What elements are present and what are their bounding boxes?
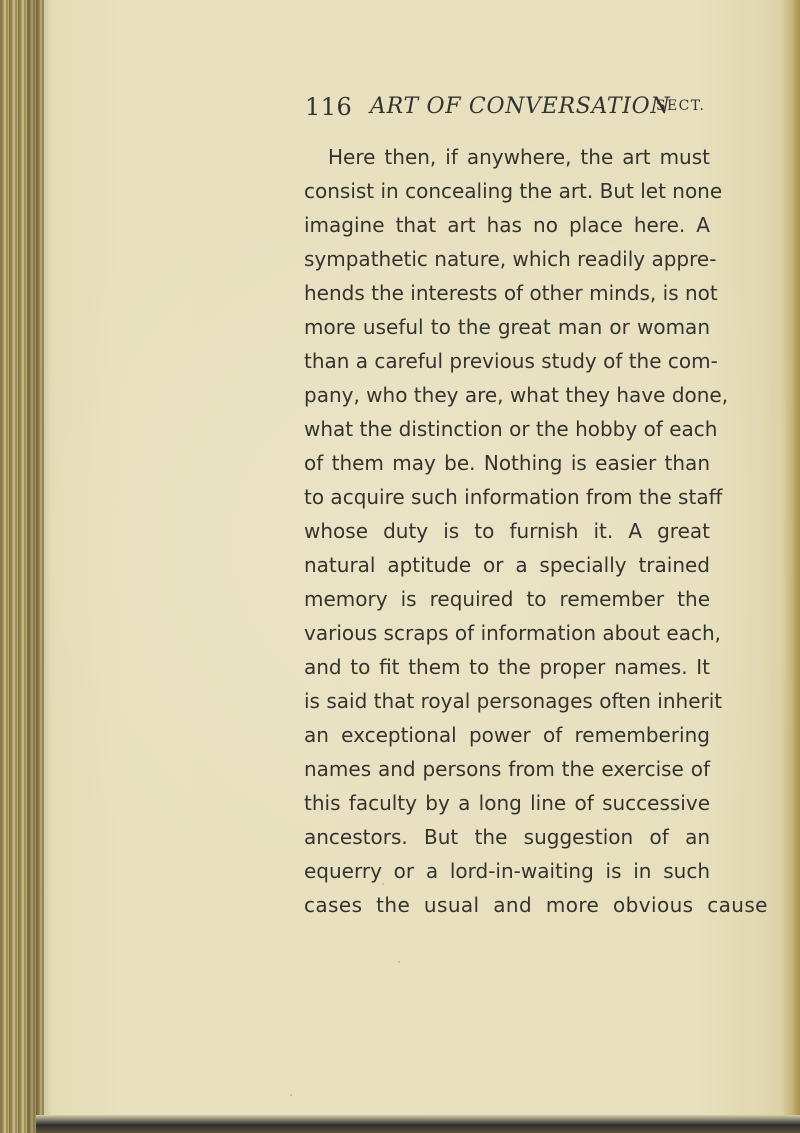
text-line: Here then, if anywhere, the art must [328, 145, 710, 169]
text-line: to acquire such information from the staff [304, 485, 723, 509]
text-line: than a careful previous study of the com- [304, 349, 718, 373]
paper-speck [398, 961, 400, 963]
page-bottom-edge [36, 1115, 800, 1133]
text-line: of them may be. Nothing is easier than [304, 451, 710, 475]
section-label: SECT. [656, 98, 706, 114]
page-header [305, 93, 725, 123]
text-line: what the distinction or the hobby of each [304, 417, 718, 441]
text-line: imagine that art has no place here. A [304, 213, 710, 237]
page-number: 116 [305, 93, 353, 121]
text-line: equerry or a lord-in-waiting is in such [304, 859, 710, 883]
text-line: cases the usual and more obvious cause [304, 893, 768, 917]
text-line: whose duty is to furnish it. A great [304, 519, 710, 543]
text-line: sympathetic nature, which readily appre- [304, 247, 717, 271]
body-text [304, 140, 768, 922]
text-line: an exceptional power of remembering [304, 723, 710, 747]
text-line: names and persons from the exercise of [304, 757, 710, 781]
book-binding-edge [0, 0, 44, 1133]
running-title: ART OF CONVERSATION [370, 94, 671, 119]
text-line: memory is required to remember the [304, 587, 710, 611]
page-right-edge [782, 0, 800, 1133]
text-line: is said that royal personages often inherit [304, 689, 723, 713]
text-line: natural aptitude or a specially trained [304, 553, 710, 577]
text-line: more useful to the great man or woman [304, 315, 710, 339]
text-line: consist in concealing the art. But let none [304, 179, 723, 203]
text-line: pany, who they are, what they have done, [304, 383, 729, 407]
paper-speck [290, 1094, 292, 1096]
text-line: and to fit them to the proper names. It [304, 655, 710, 679]
text-line: hends the interests of other minds, is not [304, 281, 718, 305]
text-line: various scraps of information about each, [304, 621, 722, 645]
text-line: this faculty by a long line of successive [304, 791, 710, 815]
text-line: ancestors. But the suggestion of an [304, 825, 710, 849]
